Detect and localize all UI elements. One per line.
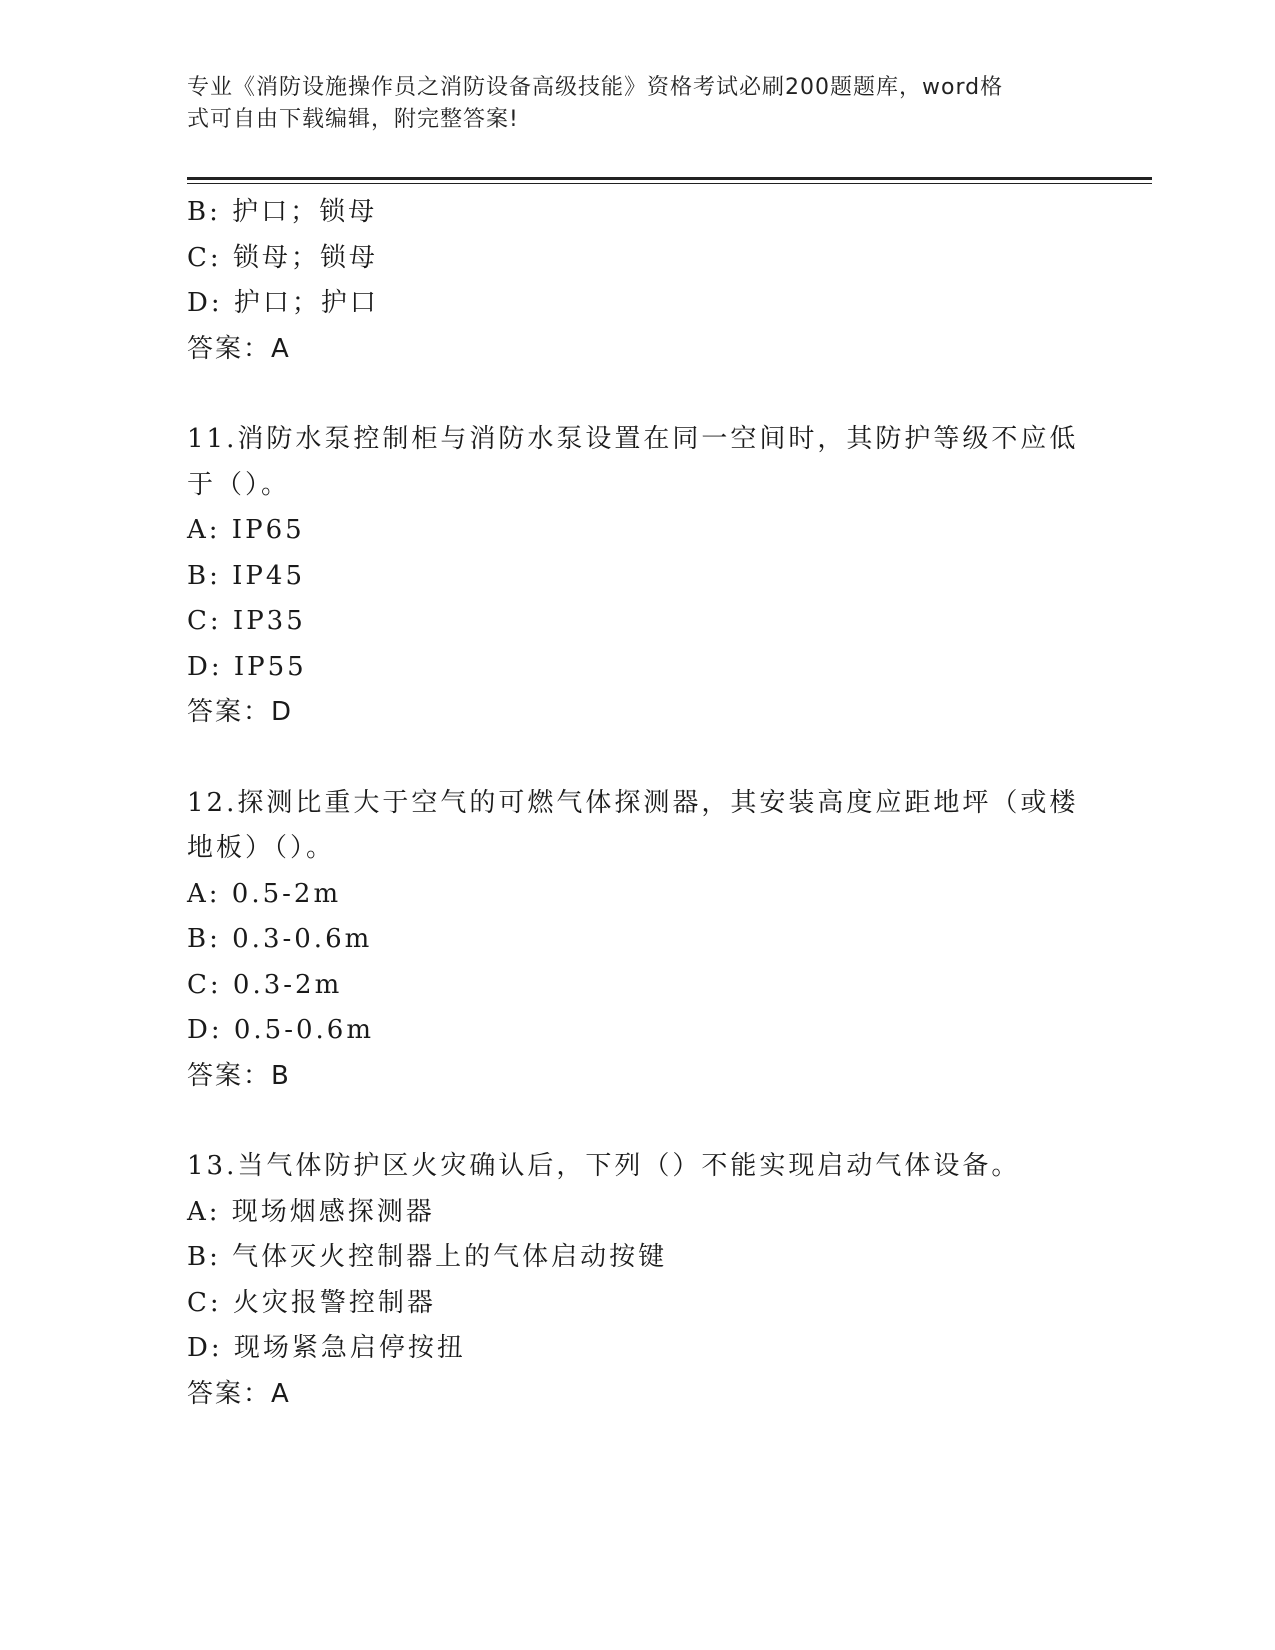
option-b: B: 护口；锁母 bbox=[187, 197, 378, 227]
option-a: A: IP65 bbox=[187, 515, 305, 545]
option-d: D: 现场紧急启停按扭 bbox=[187, 1333, 466, 1363]
answer: 答案：A bbox=[187, 333, 291, 364]
partial-question bbox=[187, 190, 1087, 372]
question-list bbox=[187, 190, 1087, 1417]
question-stem-line-1: 13.当气体防护区火灾确认后，下列（）不能实现启动气体设备。 bbox=[187, 1151, 1021, 1181]
question-12 bbox=[187, 781, 1087, 1100]
option-a: A: 0.5-2m bbox=[187, 878, 342, 909]
option-a: A: 现场烟感探测器 bbox=[187, 1196, 435, 1227]
header-divider-thin bbox=[187, 183, 1152, 184]
option-c: C: 锁母；锁母 bbox=[187, 242, 378, 273]
question-13 bbox=[187, 1144, 1087, 1417]
option-c: C: 火灾报警控制器 bbox=[187, 1287, 436, 1318]
option-d: D: 0.5-0.6m bbox=[187, 1015, 375, 1045]
option-d: D: IP55 bbox=[187, 651, 307, 682]
option-c: C: IP35 bbox=[187, 606, 306, 636]
question-stem-line-1: 12.探测比重大于空气的可燃气体探测器，其安装高度应距地坪（或楼 bbox=[187, 787, 1079, 818]
header-line-1: 专业《消防设施操作员之消防设备高级技能》资格考试必刷200题题库，word格 bbox=[187, 75, 1004, 100]
question-11 bbox=[187, 417, 1087, 736]
answer: 答案：D bbox=[187, 697, 294, 727]
header-divider-thick bbox=[187, 177, 1152, 180]
option-d: D: 护口；护口 bbox=[187, 288, 379, 318]
option-b: B: 气体灭火控制器上的气体启动按键 bbox=[187, 1242, 668, 1272]
option-b: B: 0.3-0.6m bbox=[187, 924, 373, 954]
option-b: B: IP45 bbox=[187, 560, 305, 591]
answer: 答案：A bbox=[187, 1378, 291, 1409]
document-header bbox=[187, 72, 1067, 136]
option-c: C: 0.3-2m bbox=[187, 969, 343, 1000]
question-stem-line-2: 于（）。 bbox=[187, 469, 291, 500]
answer: 答案：B bbox=[187, 1060, 291, 1091]
header-line-2: 式可自由下载编辑，附完整答案! bbox=[187, 107, 519, 132]
question-stem-line-1: 11.消防水泵控制柜与消防水泵设置在同一空间时，其防护等级不应低 bbox=[187, 424, 1079, 454]
question-stem-line-2: 地板）（）。 bbox=[187, 833, 336, 863]
